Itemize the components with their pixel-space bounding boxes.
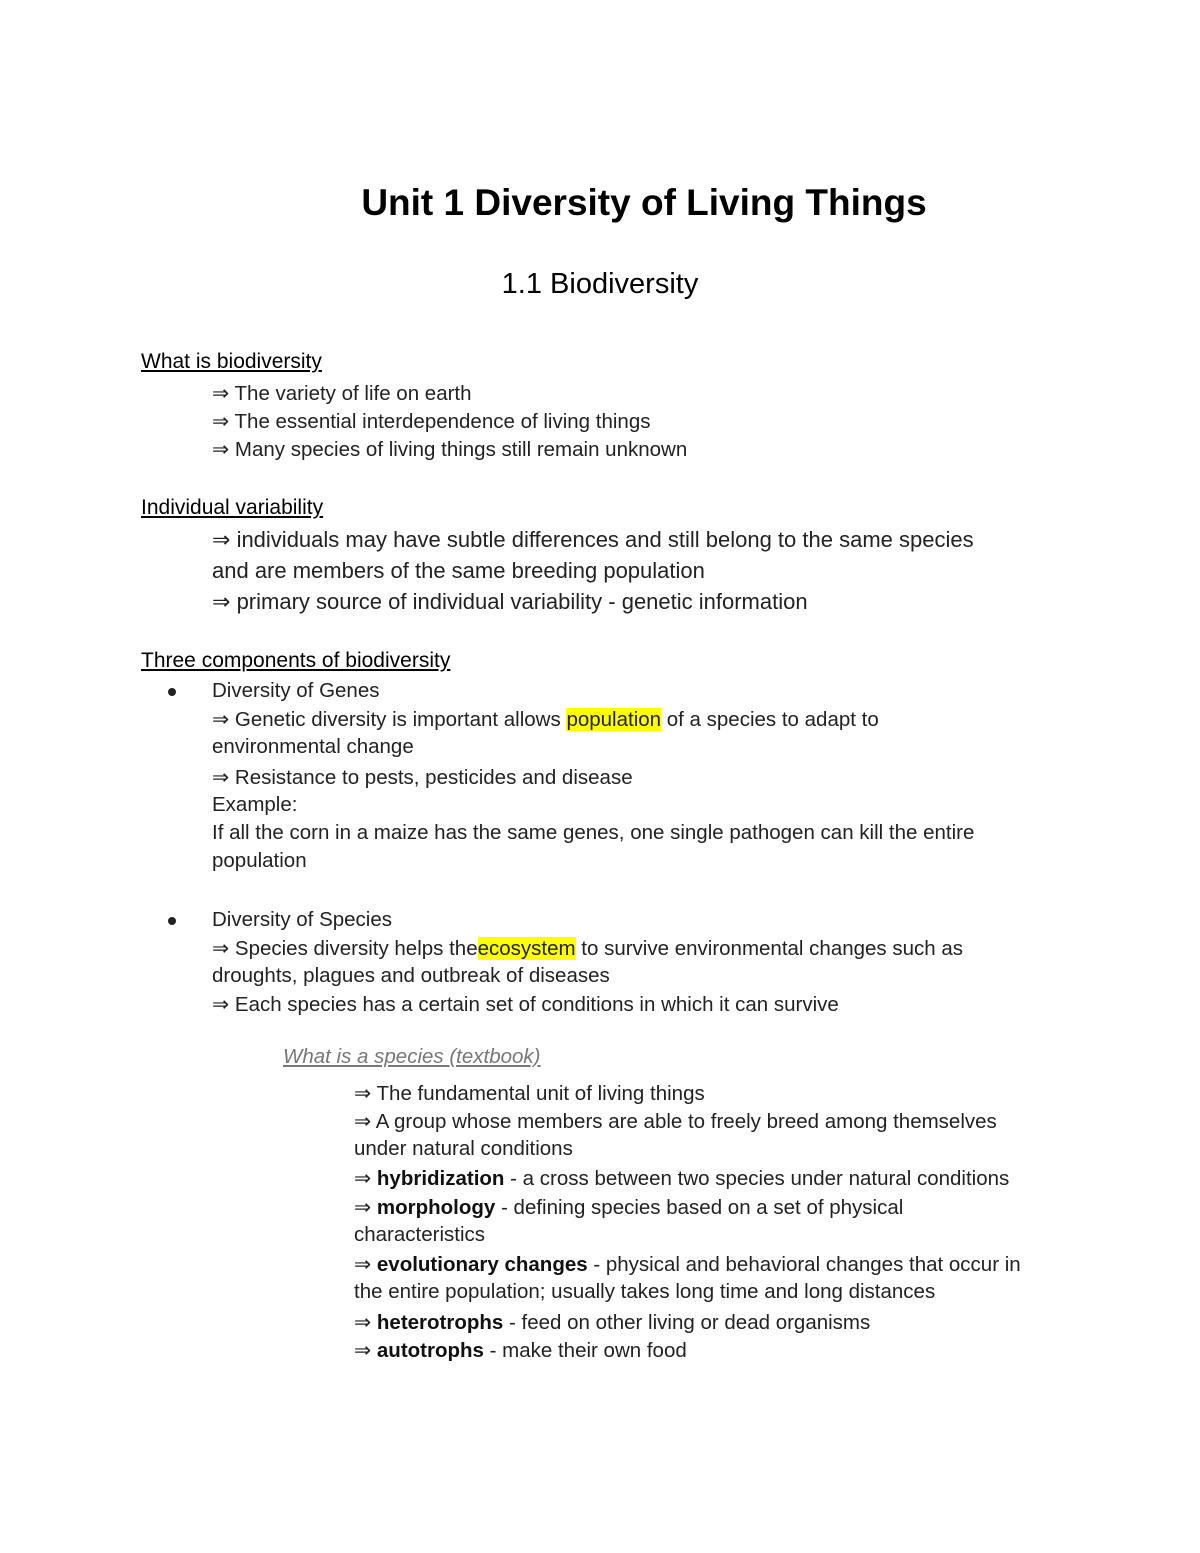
list-item: ⇒ morphology - defining species based on a set of physical <box>354 1196 904 1219</box>
example-text: population <box>212 849 307 872</box>
list-item: ⇒ Resistance to pests, pesticides and disease <box>212 766 633 789</box>
arrow-icon: ⇒ <box>212 937 230 960</box>
list-item: ⇒ evolutionary changes - physical and behavioral changes that occur in <box>354 1253 1021 1276</box>
bullet-icon <box>168 688 176 696</box>
term-heterotrophs: heterotrophs <box>376 1311 504 1334</box>
subheading-what-is-species: What is a species (textbook) <box>283 1045 541 1068</box>
term-morphology: morphology <box>376 1196 496 1219</box>
arrow-icon: ⇒ <box>212 410 230 433</box>
arrow-icon: ⇒ <box>354 1339 372 1362</box>
arrow-icon: ⇒ <box>354 1110 372 1133</box>
list-item-continuation: environmental change <box>212 735 414 758</box>
list-item: ⇒ autotrophs - make their own food <box>354 1339 687 1362</box>
arrow-icon: ⇒ <box>212 993 230 1016</box>
list-item: ⇒ The variety of life on earth <box>212 382 472 405</box>
list-item: ⇒ individuals may have subtle differences and still belong to the same species <box>212 527 974 552</box>
highlight-population: population <box>566 708 662 731</box>
arrow-icon: ⇒ <box>212 766 230 789</box>
list-item: ⇒ hybridization - a cross between two species under natural conditions <box>354 1167 1010 1190</box>
arrow-icon: ⇒ <box>212 438 230 461</box>
list-item: ⇒ primary source of individual variability - genetic information <box>212 589 808 614</box>
arrow-icon: ⇒ <box>212 527 231 552</box>
highlight-ecosystem: ecosystem <box>477 937 576 960</box>
list-item: ⇒ The essential interdependence of living things <box>212 410 651 433</box>
bullet-label-genes: Diversity of Genes <box>212 679 380 702</box>
example-text: If all the corn in a maize has the same genes, one single pathogen can kill the entire <box>212 821 975 844</box>
term-autotrophs: autotrophs <box>376 1339 484 1362</box>
list-item: ⇒ Each species has a certain set of conditions in which it can survive <box>212 993 839 1016</box>
list-item-continuation: droughts, plagues and outbreak of diseases <box>212 964 610 987</box>
list-item-continuation: the entire population; usually takes long time and long distances <box>354 1280 936 1303</box>
arrow-icon: ⇒ <box>354 1196 372 1219</box>
page-title: Unit 1 Diversity of Living Things <box>361 182 927 223</box>
list-item-continuation: under natural conditions <box>354 1137 573 1160</box>
list-item: ⇒ The fundamental unit of living things <box>354 1082 705 1105</box>
term-evolutionary-changes: evolutionary changes <box>376 1253 588 1276</box>
example-label: Example: <box>212 793 298 816</box>
heading-individual-variability: Individual variability <box>141 496 324 519</box>
heading-three-components: Three components of biodiversity <box>141 649 451 672</box>
term-hybridization: hybridization <box>376 1167 505 1190</box>
section-subtitle: 1.1 Biodiversity <box>501 268 699 300</box>
list-item-continuation: and are members of the same breeding population <box>212 558 705 583</box>
list-item: ⇒ heterotrophs - feed on other living or dead organisms <box>354 1311 871 1334</box>
list-item: ⇒ Genetic diversity is important allows population of a species to adapt to <box>212 708 879 731</box>
list-item-continuation: characteristics <box>354 1223 486 1246</box>
heading-what-is-biodiversity: What is biodiversity <box>141 350 322 373</box>
arrow-icon: ⇒ <box>212 708 230 731</box>
arrow-icon: ⇒ <box>354 1082 372 1105</box>
arrow-icon: ⇒ <box>354 1167 372 1190</box>
arrow-icon: ⇒ <box>212 382 230 405</box>
list-item: ⇒ Many species of living things still remain unknown <box>212 438 688 461</box>
list-item: ⇒ A group whose members are able to freely breed among themselves <box>354 1110 997 1133</box>
list-item: ⇒ Species diversity helps theecosystem to survive environmental changes such as <box>212 937 964 960</box>
bullet-label-species: Diversity of Species <box>212 908 393 931</box>
bullet-icon <box>168 917 176 925</box>
arrow-icon: ⇒ <box>354 1253 372 1276</box>
arrow-icon: ⇒ <box>354 1311 372 1334</box>
arrow-icon: ⇒ <box>212 589 231 614</box>
